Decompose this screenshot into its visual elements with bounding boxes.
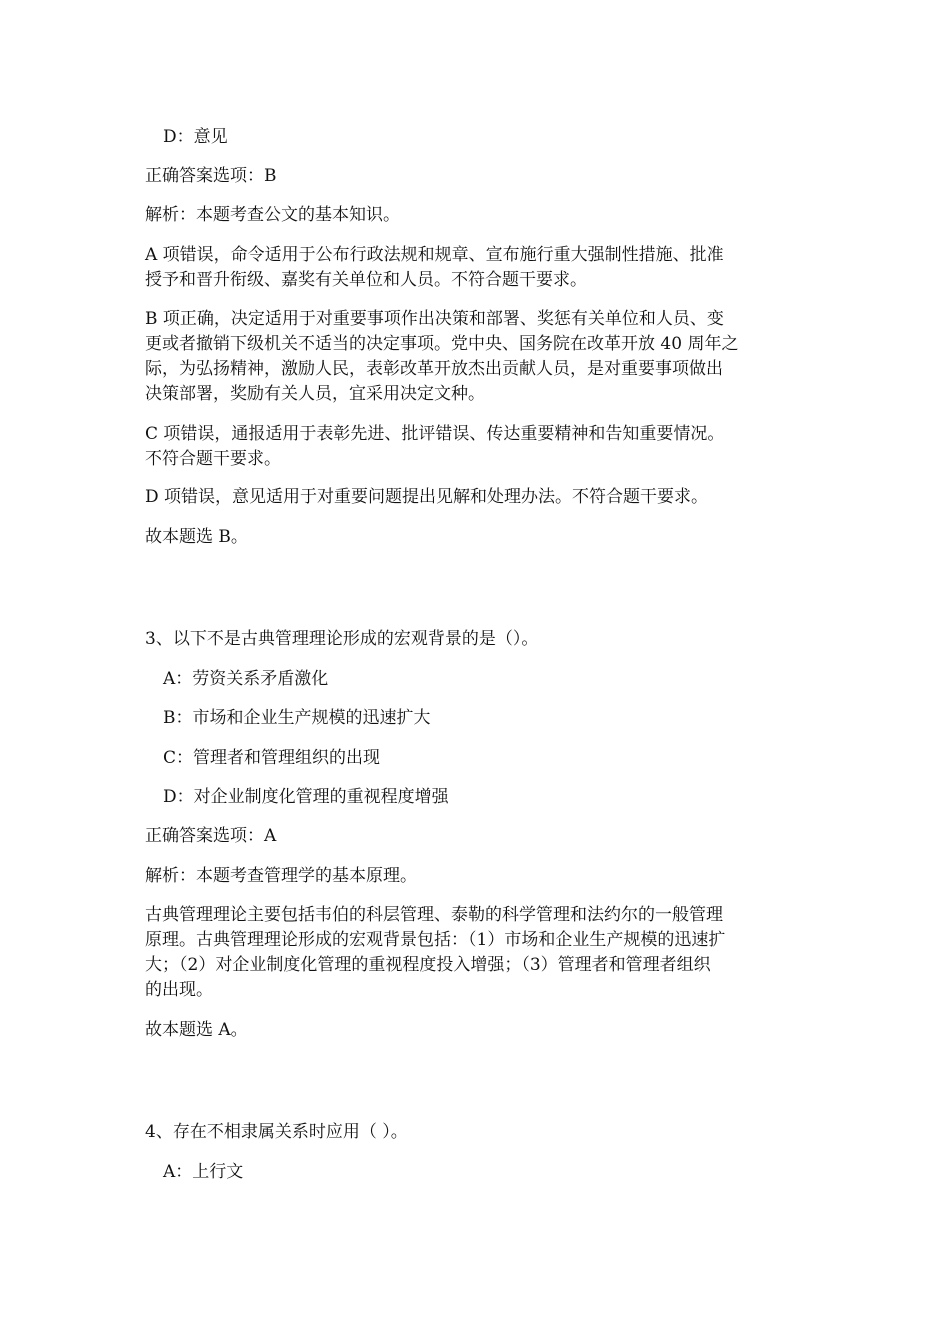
q3-option-c: C：管理者和管理组织的出现 [163, 748, 381, 768]
q2-analysis-b-line-1: B 项正确，决定适用于对重要事项作出决策和部署、奖惩有关单位和人员、变 [145, 309, 724, 329]
q3-analysis-body-line-4: 的出现。 [145, 980, 213, 1000]
q4-question: 4、存在不相隶属关系时应用（ ）。 [145, 1122, 408, 1142]
q2-answer: 正确答案选项：B [145, 166, 277, 186]
q3-question: 3、以下不是古典管理理论形成的宏观背景的是（）。 [145, 629, 539, 649]
q3-analysis-body-line-1: 古典管理理论主要包括韦伯的科层管理、泰勒的科学管理和法约尔的一般管理 [145, 905, 723, 925]
q3-analysis-body [145, 903, 810, 1003]
q2-analysis-b-line-2: 更或者撤销下级机关不适当的决定事项。党中央、国务院在改革开放 40 周年之 [145, 334, 739, 354]
q3-answer: 正确答案选项：A [145, 826, 277, 846]
q2-analysis-a [145, 243, 810, 293]
q2-conclusion: 故本题选 B。 [145, 527, 248, 547]
q3-option-b: B：市场和企业生产规模的迅速扩大 [163, 708, 431, 728]
q2-analysis-intro: 解析：本题考查公文的基本知识。 [145, 205, 400, 225]
q2-analysis-c-line-2: 不符合题干要求。 [145, 449, 281, 469]
q2-option-d: D：意见 [163, 127, 228, 147]
q3-analysis-body-line-3: 大；（2）对企业制度化管理的重视程度投入增强；（3）管理者和管理者组织 [145, 955, 711, 975]
q2-analysis-a-line-1: A 项错误，命令适用于公布行政法规和规章、宣布施行重大强制性措施、批准 [145, 245, 724, 265]
q3-analysis-intro: 解析：本题考查管理学的基本原理。 [145, 866, 417, 886]
q2-analysis-c-line-1: C 项错误，通报适用于表彰先进、批评错误、传达重要精神和告知重要情况。 [145, 424, 725, 444]
q3-option-d: D：对企业制度化管理的重视程度增强 [163, 787, 449, 807]
q2-analysis-d: D 项错误，意见适用于对重要问题提出见解和处理办法。不符合题干要求。 [145, 487, 709, 507]
q2-analysis-c [145, 422, 810, 472]
q3-conclusion: 故本题选 A。 [145, 1020, 248, 1040]
q2-analysis-b-line-3: 际，为弘扬精神，激励人民，表彰改革开放杰出贡献人员，是对重要事项做出 [145, 359, 723, 379]
q2-analysis-b [145, 307, 810, 407]
q3-option-a: A：劳资关系矛盾激化 [163, 669, 329, 689]
q2-analysis-a-line-2: 授予和晋升衔级、嘉奖有关单位和人员。不符合题干要求。 [145, 270, 587, 290]
q2-analysis-b-line-4: 决策部署，奖励有关人员，宜采用决定文种。 [145, 384, 485, 404]
q3-analysis-body-line-2: 原理。古典管理理论形成的宏观背景包括：（1）市场和企业生产规模的迅速扩 [145, 930, 726, 950]
q4-option-a: A：上行文 [163, 1162, 244, 1182]
